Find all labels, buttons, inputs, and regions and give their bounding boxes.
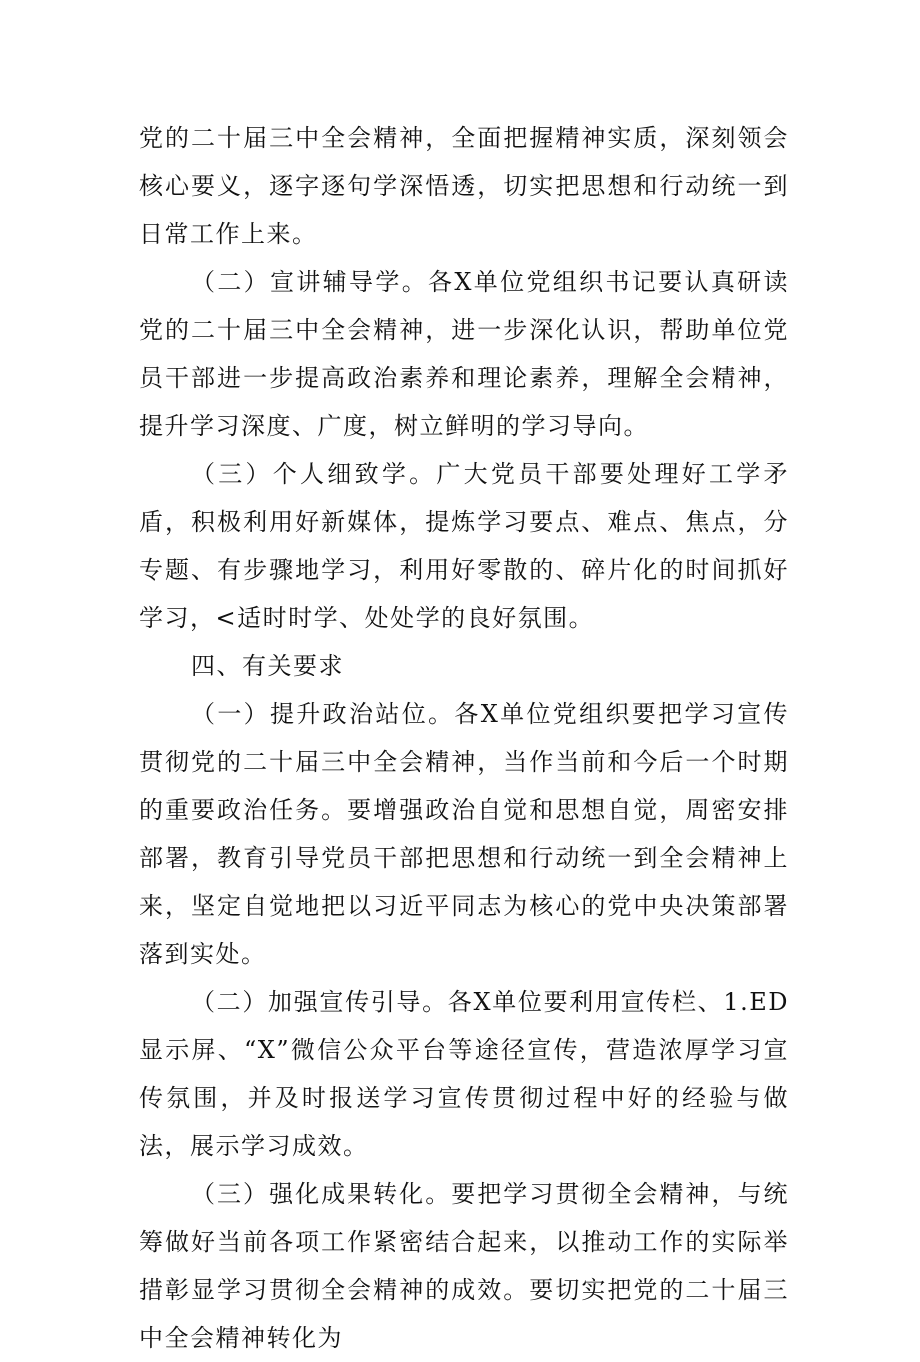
paragraph-requirement-2: （二）加强宣传引导。各X单位要利用宣传栏、1.ED显示屏、“X”微信公众平台等途径宣传，营造浓厚学习宣传氛围，并及时报送学习宣传贯彻过程中好的经验与做法，展示学习成效。 (139, 988, 789, 1160)
paragraph-study-2: （二）宣讲辅导学。各X单位党组织书记要认真研读党的二十届三中全会精神，进一步深化认识，帮助单位党员干部进一步提高政治素养和理论素养，理解全会精神，提升学习深度、广度，树立鲜明的学习导向。 (139, 268, 789, 440)
section-heading-requirements: 四、有关要求 (191, 652, 344, 680)
paragraph-requirement-1: （一）提升政治站位。各X单位党组织要把学习宣传贯彻党的二十届三中全会精神，当作当前和今后一个时期的重要政治任务。要增强政治自觉和思想自觉，周密安排部署，教育引导党员干部把思想和行动统一到全会精神上来，坚定自觉地把以习近平同志为核心的党中央决策部署落到实处。 (139, 700, 789, 968)
paragraph-study-3: （三）个人细致学。广大党员干部要处理好工学矛盾，积极利用好新媒体，提炼学习要点、难点、焦点，分专题、有步骤地学习，利用好零散的、碎片化的时间抓好学习，<适时时学、处处学的良好氛围。 (139, 460, 789, 632)
document-body (139, 114, 789, 1362)
paragraph-continued: 党的二十届三中全会精神，全面把握精神实质，深刻领会核心要义，逐字逐句学深悟透，切实把思想和行动统一到日常工作上来。 (139, 124, 789, 248)
paragraph-requirement-3: （三）强化成果转化。要把学习贯彻全会精神，与统筹做好当前各项工作紧密结合起来，以推动工作的实际举措彰显学习贯彻全会精神的成效。要切实把党的二十届三中全会精神转化为 (139, 1180, 789, 1352)
